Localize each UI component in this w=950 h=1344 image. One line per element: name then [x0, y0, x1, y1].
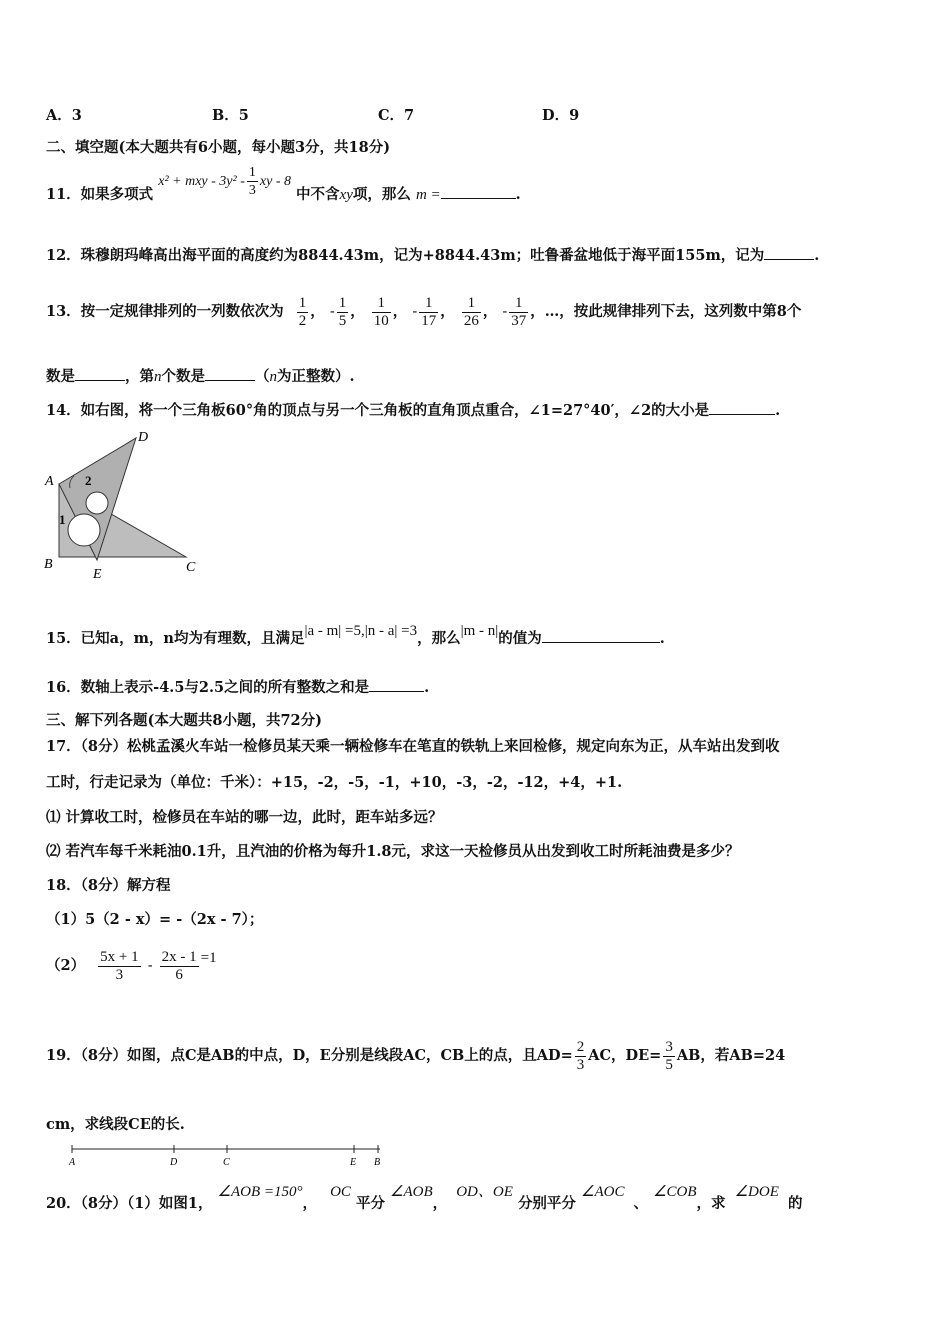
label-d: D: [138, 430, 149, 445]
section-3-heading: 三、解下列各题(本大题共8小题，共72分): [46, 712, 322, 729]
label-d: D: [170, 1157, 178, 1168]
question-14: 14．如右图，将一个三角板60°角的顶点与另一个三角板的直角顶点重合，∠1=27°40′，∠2的大小是 .: [46, 402, 781, 419]
label-c: C: [186, 560, 196, 575]
triangle-hole: [68, 514, 100, 546]
question-18-title: 18．（8分）解方程: [46, 877, 171, 894]
question-11: 11．如果多项式 x² + mxy - 3y² - $\frac{1}{3}$ xy - 8 中不含xy项，那么 m = .: [46, 164, 521, 203]
segment-figure: [66, 1142, 386, 1168]
label-a: A: [69, 1157, 76, 1168]
question-13-line-2: 数是 ，第n个数是 （n为正整数）.: [46, 368, 355, 385]
question-20: 20．（8分）（1）如图1， ∠AOB =150°， OC 平分 ∠AOB， OD、OE 分别平分 ∠AOC 、 ∠COB，求 ∠DOE 的: [46, 1184, 803, 1212]
label-angle-1: 1: [59, 512, 66, 527]
label-angle-2: 2: [85, 473, 92, 488]
option-a: A．3: [46, 107, 82, 124]
question-13: 13．按一定规律排列的一列数依次为 $\frac{1}{2}$ ， - $\frac{1}{5}$ ， $\frac{1}{10}$ ， - $\frac{1}{17}$ ， $\frac{1}{26}$ ， - $\frac{1}{37}$ ，…，按此规律排列下去，这列数中第8个: [46, 294, 802, 329]
label-e: E: [93, 567, 102, 582]
question-12: 12．珠穆朗玛峰高出海平面的高度约为8844.43m，记为+8844.43m；吐鲁番盆地低于海平面155m，记为 .: [46, 247, 820, 264]
option-d: D．9: [542, 107, 580, 124]
question-19-line-2: cm，求线段CE的长.: [46, 1116, 185, 1133]
question-15: 15．已知a，m，n均为有理数，且满足|a - m| =5,|n - a| =3，那么|m - n|的值为 .: [46, 623, 665, 647]
question-18-part-1: （1）5（2 - x）= -（2x - 7）；: [46, 911, 264, 928]
label-b: B: [374, 1157, 381, 1168]
triangle-hole: [86, 492, 108, 514]
question-17-line-1: 17．（8分）松桃孟溪火车站一检修员某天乘一辆检修车在笔直的铁轨上来回检修，规定向东为正，从车站出发到收: [46, 738, 780, 755]
question-19: 19．（8分）如图，点C是AB的中点，D，E分别是线段AC，CB上的点，且AD= $\frac{2}{3}$ AC，DE= $\frac{3}{5}$ AB，若AB=24: [46, 1038, 786, 1073]
question-17-line-2: 工时，行走记录为（单位：千米）：+15，-2，-5，-1，+10，-3，-2，-12，+4，+1.: [46, 774, 623, 791]
question-17-part-1: ⑴ 计算收工时，检修员在车站的哪一边，此时，距车站多远？: [46, 809, 443, 826]
section-2-heading: 二、填空题(本大题共有6小题，每小题3分，共18分): [46, 139, 391, 156]
triangle-figure: [40, 428, 210, 583]
option-c: C．7: [378, 107, 415, 124]
label-b: B: [44, 557, 53, 572]
label-e: E: [350, 1157, 357, 1168]
label-c: C: [223, 1157, 230, 1168]
question-18-part-2: （2） $\frac{5x + 1}{3}$ - $\frac{2x - 1}{6}$ =1: [46, 948, 217, 983]
question-16: 16．数轴上表示-4.5与2.5之间的所有整数之和是 .: [46, 679, 430, 696]
option-b: B．5: [212, 107, 249, 124]
question-17-part-2: ⑵ 若汽车每千米耗油0.1升，且汽油的价格为每升1.8元，求这一天检修员从出发到收工时所耗油费是多少？: [46, 843, 740, 860]
label-a: A: [45, 474, 54, 489]
